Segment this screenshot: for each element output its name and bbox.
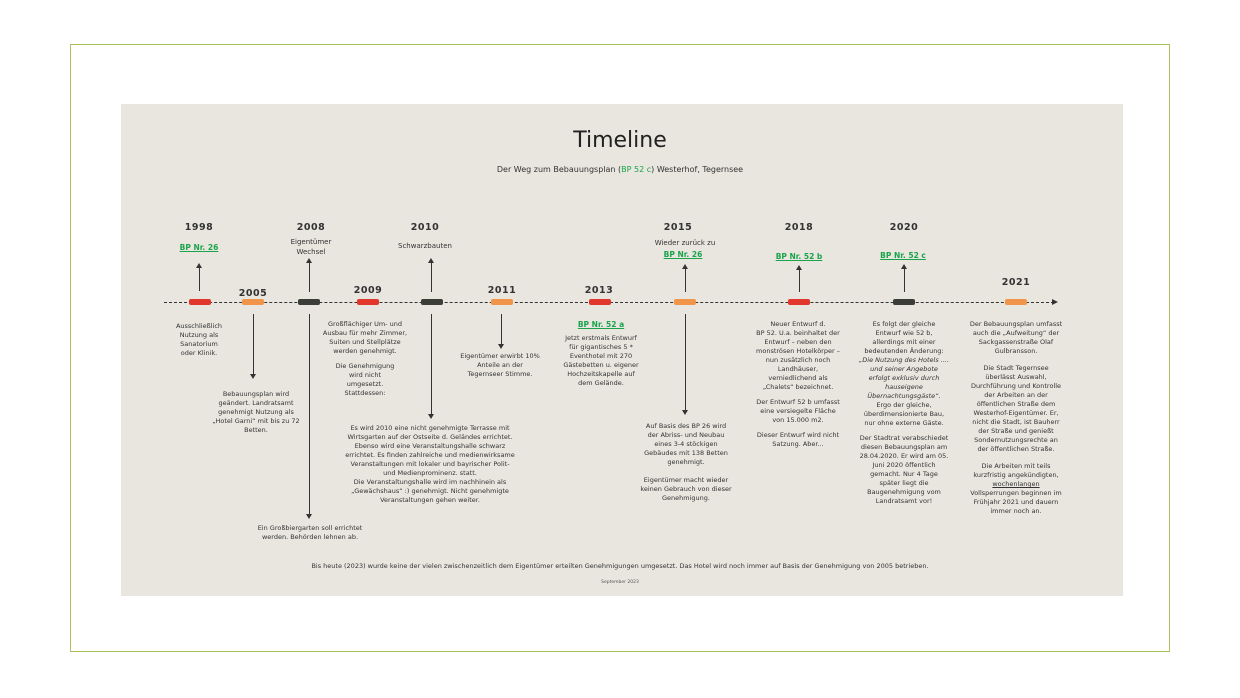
year-2008: 2008 <box>296 222 326 233</box>
poster-date: September 2023 <box>601 580 639 585</box>
text-2009: Großflächiger Um- und Ausbau für mehr Zimmer, Suiten und Stellplätze werden genehmigt. Die Genehmigung wird nicht umgesetzt. Stattdessen: <box>322 320 408 397</box>
marker-2008 <box>298 299 320 305</box>
text-2008: Ein Großbiergarten soll errichtet werden. Behörden lehnen ab. <box>257 524 363 541</box>
page-subtitle: Der Weg zum Bebauungsplan (BP 52 c) Westerhof, Tegernsee <box>496 165 744 174</box>
page-title: Timeline <box>573 128 667 153</box>
line-2008-down <box>309 314 310 514</box>
marker-1998 <box>189 299 211 305</box>
eigentuemer-wechsel-label: Eigentümer Wechsel <box>290 238 332 256</box>
year-2013: 2013 <box>584 285 614 296</box>
arrow-down-2008 <box>306 514 312 519</box>
text-1998: Ausschließlich Nutzung als Sanatorium oder Klinik. <box>175 322 223 357</box>
text-2013: Jetzt erstmals Entwurf für gigantisches 5 * Eventhotel mit 270 Gästebetten u. eigener Hochzeitskapelle auf dem Gelände. <box>563 334 639 387</box>
text-2020: Es folgt der gleiche Entwurf wie 52 b, allerdings mit einer bedeutenden Änderung: „Die Nutzung des Hotels .... und seiner Angebote erfolgt exklusiv durch hauseigene Übernachtungsgäste“. Ergo der gleiche, überdimensionierte Bau, nur ohne externe Gäste. Der Stadtrat verabschiedet diesen Bebauungsplan am 28.04.2020. Er wird am 05. Juni 2020 öffentlich gemacht. Nur 4 Tage später liegt die Baugenehmigung vom Landratsamt vor! <box>858 320 950 505</box>
marker-2013 <box>589 299 611 305</box>
line-2015 <box>685 268 686 292</box>
text-2010: Es wird 2010 eine nicht genehmigte Terrasse mit Wirtsgarten auf der Ostseite d. Geländes errichtet. Ebenso wird eine Veranstaltungshalle schwarz errichtet. Es finden zahlreiche und medienwirksame Veranstaltungen mit lokaler und bayrischer Polit- und Medienprominenz. statt. Die Veranstaltungshalle wird im nachhinein als „Gewächshaus“ :) genehmigt. Nicht genehmigte Veranstaltungen gehen weiter. <box>345 424 515 504</box>
line-2008 <box>309 262 310 292</box>
subtitle-highlight: BP 52 c <box>621 165 652 174</box>
arrow-down-2011 <box>498 344 504 349</box>
bp26-return-link[interactable]: BP Nr. 26 <box>663 250 703 259</box>
arrow-down-2015 <box>682 410 688 415</box>
year-2018: 2018 <box>784 222 814 233</box>
axis-arrowhead <box>1052 299 1058 305</box>
year-1998: 1998 <box>184 222 214 233</box>
arrow-down-2010 <box>428 414 434 419</box>
bp26-link[interactable]: BP Nr. 26 <box>179 243 219 252</box>
year-2010: 2010 <box>410 222 440 233</box>
year-2021: 2021 <box>1001 277 1031 288</box>
marker-2021 <box>1005 299 1027 305</box>
year-2011: 2011 <box>487 285 517 296</box>
bp52c-link[interactable]: BP Nr. 52 c <box>880 251 926 260</box>
line-2010 <box>431 262 432 292</box>
marker-2011 <box>491 299 513 305</box>
text-2005: Bebauungsplan wird geändert. Landratsamt genehmigt Nutzung als „Hotel Garni“ mit bis zu 72 Betten. <box>212 390 300 434</box>
year-2009: 2009 <box>353 285 383 296</box>
year-2015: 2015 <box>663 222 693 233</box>
year-2005: 2005 <box>238 288 268 299</box>
year-2020: 2020 <box>889 222 919 233</box>
marker-2009 <box>357 299 379 305</box>
marker-2020 <box>893 299 915 305</box>
arrow-down-2005 <box>250 374 256 379</box>
schwarzbauten-label: Schwarzbauten <box>398 242 452 250</box>
text-2011: Eigentümer erwirbt 10% Anteile an der Tegernseer Stimme. <box>460 352 540 378</box>
text-2021: Der Bebauungsplan umfasst auch die „Aufweitung“ der Sackgassenstraße Olaf Gulbransson. Die Stadt Tegernsee überlässt Auswahl, Durchführung und Kontrolle der Arbeiten an der öffentlichen Straße dem Westerhof-Eigentümer. Er, nicht die Stadt, ist Bauherr der Straße und genießt Sondernutzungsrechte an der öffentlichen Straße. Die Arbeiten mit teils kurzfristig angekündigten, wochenlangen Vollsperrungen beginnen im Frühjahr 2021 und dauern immer noch an. <box>969 320 1063 515</box>
line-2018 <box>799 269 800 292</box>
bp52b-link[interactable]: BP Nr. 52 b <box>775 252 823 261</box>
marker-2005 <box>242 299 264 305</box>
line-2020 <box>904 268 905 292</box>
line-2011-down <box>501 314 502 344</box>
line-2005 <box>253 314 254 374</box>
line-1998 <box>199 267 200 291</box>
line-2015-down <box>685 314 686 410</box>
bp52a-link[interactable]: BP Nr. 52 a <box>577 320 625 329</box>
marker-2018 <box>788 299 810 305</box>
text-2018: Neuer Entwurf d. BP 52. U.a. beinhaltet der Entwurf – neben den monströsen Hotelkörper – nun zusätzlich noch Landhäuser, verniedlichend als „Chalets“ bezeichnet. Der Entwurf 52 b umfasst eine versiegelte Fläche von 15.000 m2. Dieser Entwurf wird nicht Satzung. Aber... <box>756 320 840 448</box>
wieder-zurueck-label: Wieder zurück zu <box>654 239 716 247</box>
marker-2010 <box>421 299 443 305</box>
line-2010-down <box>431 314 432 414</box>
text-2015: Auf Basis des BP 26 wird der Abriss- und Neubau eines 3-4 stöckigen Gebäudes mit 138 Betten genehmigt. Eigentümer macht wieder keinen Gebrauch von dieser Genehmigung. <box>640 422 732 502</box>
marker-2015 <box>674 299 696 305</box>
footer-note: Bis heute (2023) wurde keine der vielen zwischenzeitlich dem Eigentümer erteilten Genehmigungen umgesetzt. Das Hotel wird noch immer auf Basis der Genehmigung von 2005 betrieben. <box>311 562 929 570</box>
